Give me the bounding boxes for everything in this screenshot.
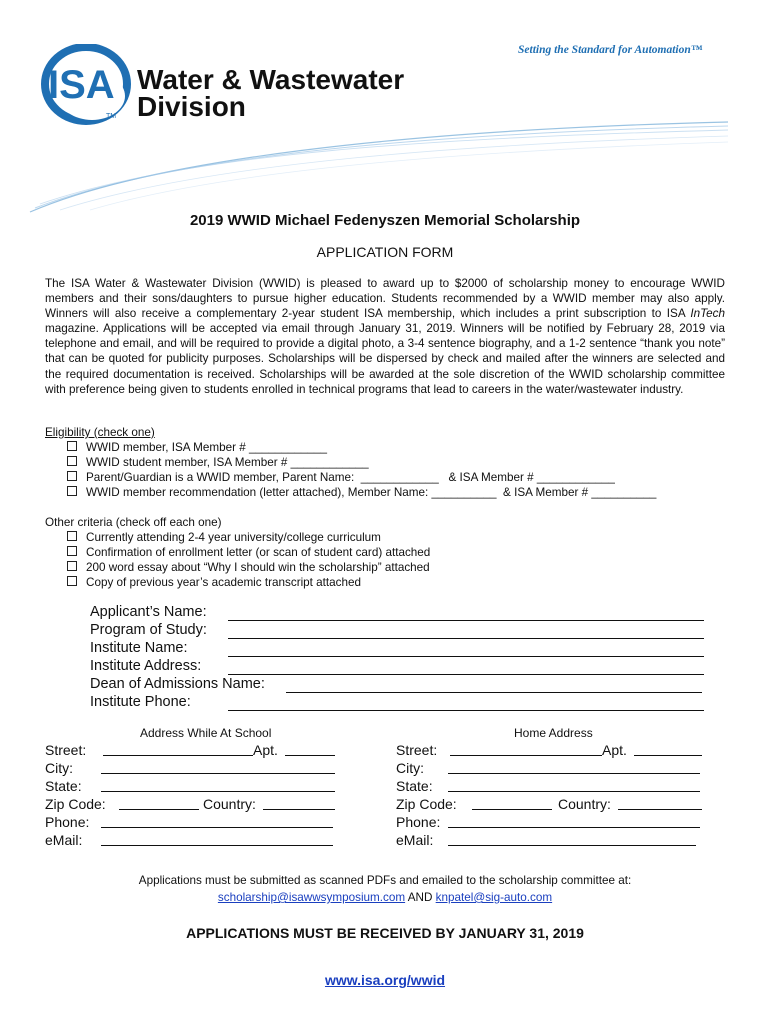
form-subtitle: APPLICATION FORM [316,244,454,260]
criteria-option[interactable]: Confirmation of enrollment letter (or scan of student card) attached [45,545,430,560]
deadline-notice: APPLICATIONS MUST BE RECEIVED BY JANUARY 31, 2019 [186,925,584,941]
dean-row: Dean of Admissions Name: [90,676,265,694]
school-zip-line[interactable] [119,809,199,810]
tagline: Setting the Standard for Automation™ [518,44,703,56]
checkbox[interactable] [67,456,77,466]
criteria-option[interactable]: Copy of previous year’s academic transcript attached [45,575,430,590]
home-city-line[interactable] [448,773,700,774]
and-text: AND [407,891,433,904]
school-street-line[interactable] [103,755,253,756]
email-link-scholarship[interactable]: scholarship@isawwsymposium.com [217,891,406,904]
dean-line[interactable] [286,692,702,693]
eligibility-heading: Eligibility (check one) [45,426,155,439]
checkbox[interactable] [67,561,77,571]
school-email-line[interactable] [101,845,333,846]
checkbox[interactable] [67,471,77,481]
checkbox[interactable] [67,486,77,496]
institute-name-row: Institute Name: [90,640,265,658]
school-country-line[interactable] [263,809,335,810]
home-street-line[interactable] [450,755,602,756]
eligibility-option[interactable]: WWID student member, ISA Member # ____________ [45,455,656,470]
logo-trademark: TM [106,113,117,120]
home-state-line[interactable] [448,791,700,792]
school-address-heading: Address While At School [140,726,272,740]
program-line[interactable] [228,638,704,639]
home-email-line[interactable] [448,845,696,846]
intro-magazine-name: InTech [690,307,725,321]
home-country-line[interactable] [618,809,702,810]
checkbox[interactable] [67,576,77,586]
school-address-block: Street: Apt. City: State: Zip Code: Country: Phone: eMail: [45,741,345,849]
applicant-info [90,604,265,711]
criteria-section [45,515,430,590]
school-city-line[interactable] [101,773,335,774]
criteria-option[interactable]: 200 word essay about “Why I should win the scholarship” attached [45,560,430,575]
home-address-block: Street: Apt. City: State: Zip Code: Country: Phone: eMail: [396,741,706,849]
home-address-heading: Home Address [514,726,593,740]
home-phone-line[interactable] [448,827,700,828]
intro-paragraph [45,276,725,397]
school-phone-line[interactable] [101,827,333,828]
applicant-name-line[interactable] [228,620,704,621]
eligibility-section [45,425,656,500]
institute-name-line[interactable] [228,656,704,657]
division-title-line1: Water & Wastewater [137,64,405,95]
applicant-name-row: Applicant’s Name: [90,604,265,622]
home-apt-line[interactable] [634,755,702,756]
program-row: Program of Study: [90,622,265,640]
institute-address-line[interactable] [228,674,704,675]
website-url[interactable]: www.isa.org/wwid [324,972,446,988]
criteria-heading: Other criteria (check off each one) [45,516,222,529]
email-link-knpatel[interactable]: knpatel@sig-auto.com [435,891,553,904]
institute-phone-line[interactable] [228,710,704,711]
institute-address-row: Institute Address: [90,658,265,676]
school-state-line[interactable] [101,791,335,792]
website-link [0,972,770,988]
home-zip-line[interactable] [472,809,552,810]
submission-note [0,872,770,906]
checkbox[interactable] [67,531,77,541]
eligibility-option[interactable]: WWID member recommendation (letter attached), Member Name: __________ & ISA Member # __________ [45,485,656,500]
decorative-swoosh [0,100,770,215]
checkbox[interactable] [67,546,77,556]
logo-text: ISA [48,63,115,107]
intro-text-a: The ISA Water & Wastewater Division (WWID) is pleased to award up to $2000 of scholarship money to encourage WWID members and their sons/daughters to pursue higher education. Students recommended by a WWID member may also apply. Winners will also receive a complementary 2-year student ISA membership, which includes a print subscription to ISA [45,277,725,321]
criteria-option[interactable]: Currently attending 2-4 year university/college curriculum [45,530,430,545]
eligibility-option[interactable]: WWID member, ISA Member # ____________ [45,440,656,455]
institute-phone-row: Institute Phone: [90,694,265,712]
school-apt-line[interactable] [285,755,335,756]
intro-text-b: magazine. Applications will be accepted via email through January 31, 2019. Winners will be notified by February 28, 2019 via telephone and email, and will be required to provide a digital photo, a 3-4 sentence biography, and a 1-2 sentence “thank you note” that can be quoted for publicity purposes. Scholarships will be dispersed by check and mailed after the winners are selected and the required documentation is received. Scholarships will be awarded at the sole discretion of the WWID scholarship committee with preference being given to students enrolled in technical programs that lead to careers in the water/wastewater industry. [45,322,725,396]
form-title: 2019 WWID Michael Fedenyszen Memorial Scholarship [189,212,581,229]
division-title-line2: Division [137,91,246,122]
checkbox[interactable] [67,441,77,451]
submission-instructions: Applications must be submitted as scanned PDFs and emailed to the scholarship committee at: [138,874,632,887]
eligibility-option[interactable]: Parent/Guardian is a WWID member, Parent Name: ____________ & ISA Member # ____________ [45,470,656,485]
